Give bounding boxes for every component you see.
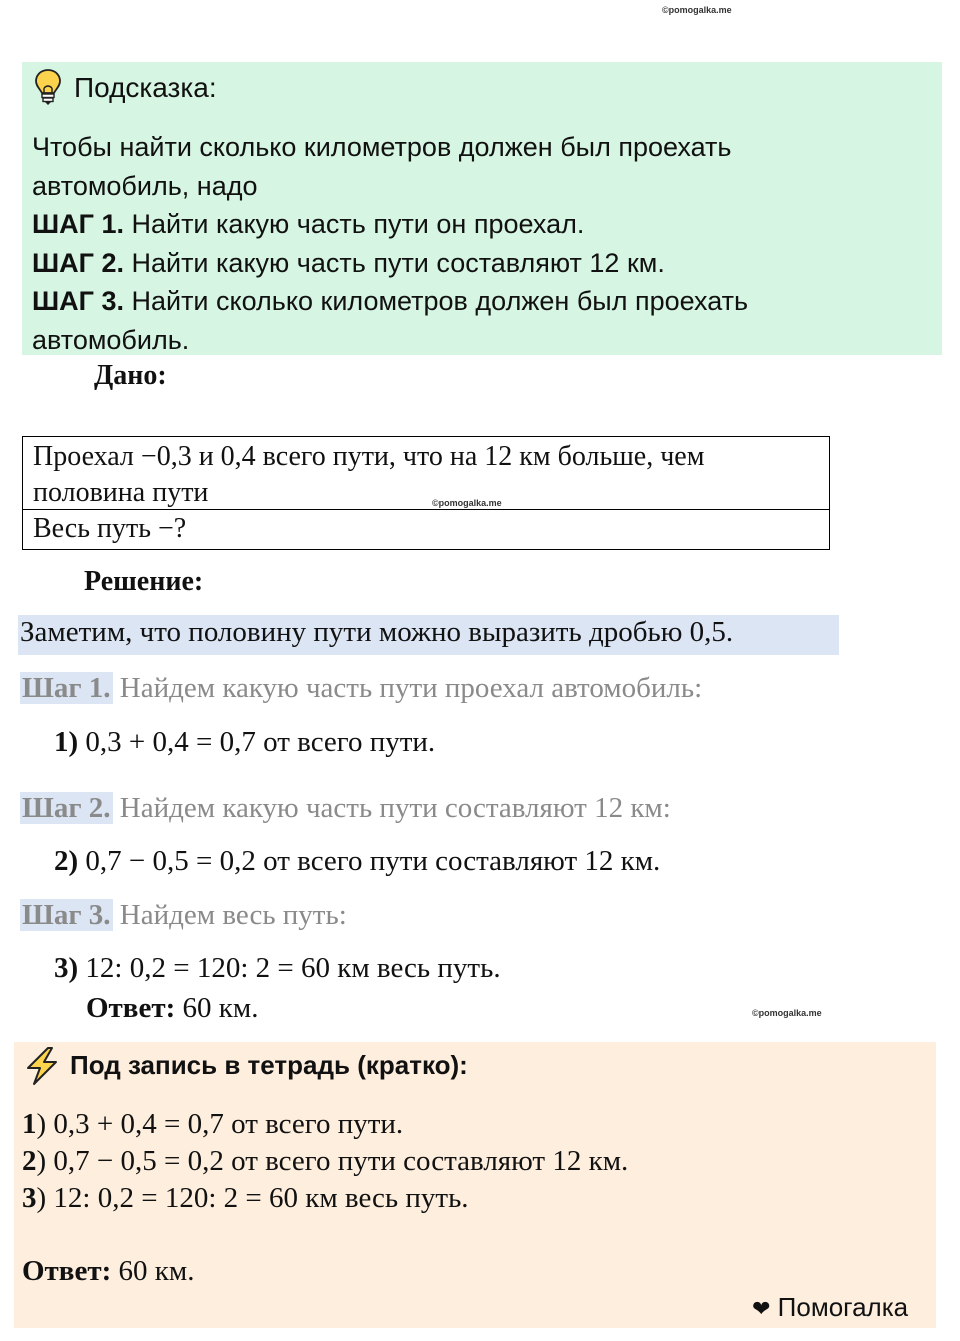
step1-text: Найдем какую часть пути проехал автомобиль: [112,672,703,704]
hint-step3-cont: автомобиль. [32,324,190,355]
solution-heading: Решение: [84,566,204,597]
calc3-number: 3) [54,952,79,984]
step3-text: Найдем весь путь: [112,899,347,931]
nb-line1-text: ) 0,3 + 0,4 = 0,7 от всего пути. [36,1108,404,1140]
hint-step1-label: ШАГ 1. [32,209,124,239]
answer-value: 60 км. [175,992,259,1024]
calc2-number: 2) [54,845,79,877]
step3-line [20,899,347,932]
nb-line3-text: ) 12: 0,2 = 120: 2 = 60 км весь путь. [36,1182,469,1214]
lightning-icon [22,1046,62,1086]
hint-step1 [32,205,912,244]
solution-answer [86,992,258,1025]
notebook-lines [22,1106,628,1217]
hint-step2-label: ШАГ 2. [32,247,124,278]
hint-intro-line1: Чтобы найти сколько километров должен был проехать [32,132,732,162]
brand [752,1292,908,1323]
calc1-text: 0,3 + 0,4 = 0,7 от всего пути. [78,726,436,758]
given-row1-line2: половина пути [33,477,209,508]
hint-body [32,128,912,359]
step1-label: Шаг 1. [22,672,111,704]
step3-label: Шаг 3. [22,899,111,931]
nb-line3-number: 3 [22,1182,37,1214]
calc1-number: 1) [54,726,79,758]
given-heading: Дано: [94,360,167,391]
hint-title: Подсказка: [74,72,217,103]
step2-label: Шаг 2. [22,792,111,824]
hint-step2 [32,244,912,283]
step2-text: Найдем какую часть пути составляют 12 км: [112,792,671,824]
watermark-bottom: ©pomogalka.me [752,1008,822,1018]
lightbulb-icon [33,68,63,106]
step2-line [20,792,671,825]
given-row-1 [23,437,829,510]
nb-line2-text: ) 0,7 − 0,5 = 0,2 от всего пути составляют 12 км. [36,1145,629,1177]
hint-step3-label: ШАГ 3. [32,286,124,316]
calc-1 [54,726,435,759]
calc3-text: 12: 0,2 = 120: 2 = 60 км весь путь. [78,952,501,984]
hint-intro-line2: автомобиль, надо [32,170,258,201]
nb-answer-label: Ответ: [22,1255,112,1287]
given-row-2: Весь путь −? [33,513,187,544]
heart-icon: ❤ [752,1296,771,1321]
notebook-line-1 [22,1106,628,1143]
hint-step3 [32,282,912,321]
step1-line [20,672,702,705]
hint-step2-text: Найти какую часть пути составляют 12 км. [123,247,665,278]
hint-step1-text: Найти какую часть пути он проехал. [123,209,585,239]
notebook-line-3 [22,1180,628,1217]
answer-label: Ответ: [86,992,176,1024]
calc2-text: 0,7 − 0,5 = 0,2 от всего пути составляют 12 км. [78,845,661,877]
notebook-line-2 [22,1143,628,1180]
nb-answer-value: 60 км. [111,1255,195,1287]
calc-3 [54,952,501,985]
notebook-title: Под запись в тетрадь (кратко): [70,1050,468,1080]
calc-2 [54,845,660,878]
watermark-mid: ©pomogalka.me [432,498,502,508]
nb-line1-number: 1 [22,1108,37,1140]
given-table [22,436,830,550]
solution-note: Заметим, что половину пути можно выразить дробью 0,5. [20,616,734,648]
brand-name: Помогалка [777,1292,909,1322]
nb-line2-number: 2 [22,1145,37,1177]
notebook-answer [22,1255,194,1288]
hint-step3-text: Найти сколько километров должен был проехать [123,286,749,316]
watermark-top: ©pomogalka.me [662,5,732,15]
given-row1-line1: Проехал −0,3 и 0,4 всего пути, что на 12 км больше, чем [33,441,705,472]
